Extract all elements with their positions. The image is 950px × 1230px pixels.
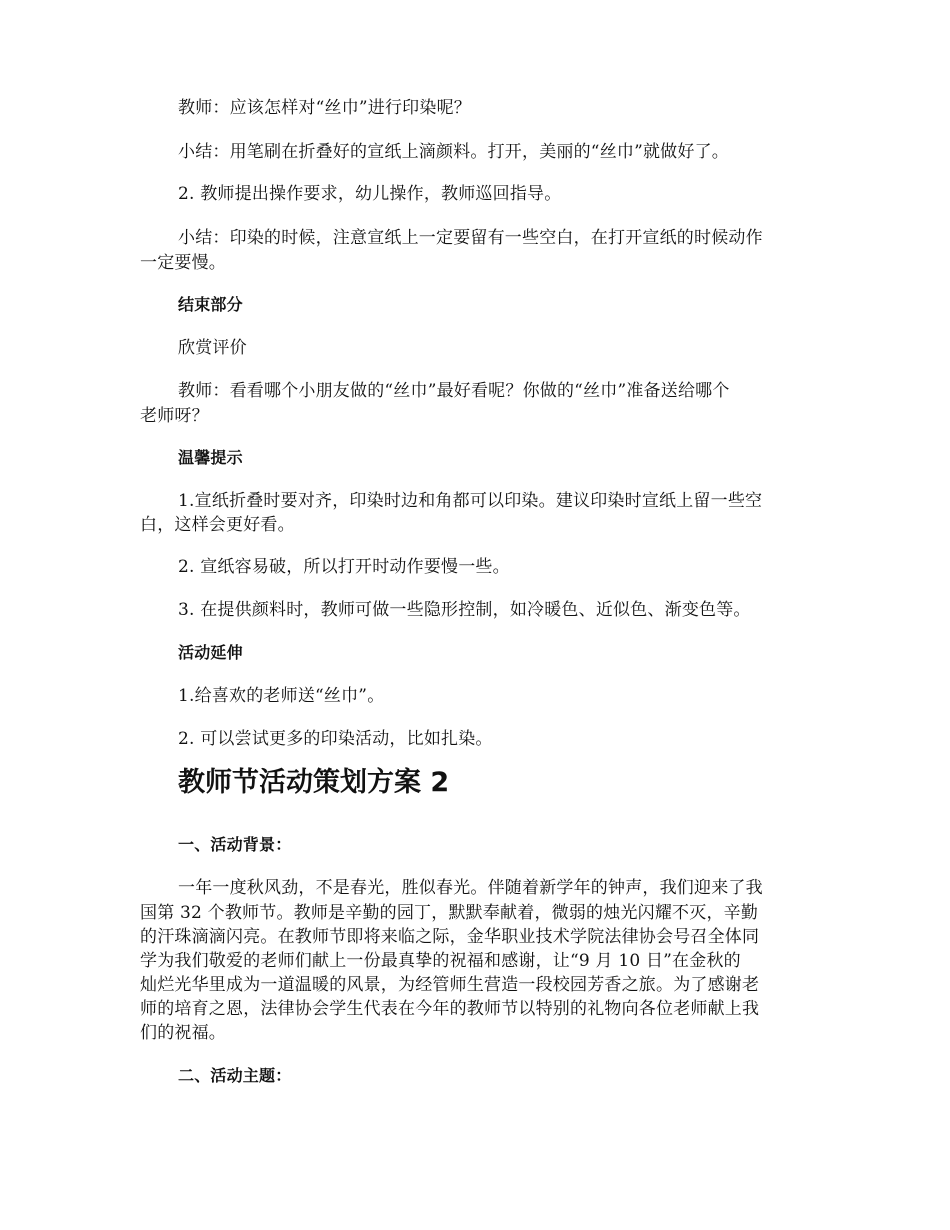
paragraph-summary-1: 小结：用笔刷在折叠好的宣纸上滴颜料。打开，美丽的“丝巾”就做好了。 — [178, 142, 729, 162]
paragraph-tip-1-line2: 白，这样会更好看。 — [140, 515, 295, 535]
paragraph-background-line7: 们的祝福。 — [140, 1023, 226, 1043]
paragraph-background-line1: 一年一度秋风劲，不是春光，胜似春光。伴随着新学年的钟声，我们迎来了我 — [178, 878, 763, 898]
paragraph-tip-2: 2. 宣纸容易破，所以打开时动作要慢一些。 — [178, 557, 510, 577]
paragraph-summary-2-line2: 一定要慢。 — [140, 253, 226, 273]
paragraph-step-2: 2. 教师提出操作要求，幼儿操作，教师巡回指导。 — [178, 184, 562, 204]
heading-ending-section: 结束部分 — [178, 295, 243, 314]
paragraph-teacher-ask-line1: 教师：看看哪个小朋友做的“丝巾”最好看呢？你做的“丝巾”准备送给哪个 — [178, 381, 730, 401]
paragraph-background-line5: 灿烂光华里成为一道温暖的风景，为经管师生营造一段校园芳香之旅。为了感谢老 — [140, 975, 760, 995]
paragraph-summary-2-line1: 小结：印染的时候，注意宣纸上一定要留有一些空白，在打开宣纸的时候动作 — [178, 228, 763, 248]
heading-extension: 活动延伸 — [178, 643, 243, 662]
heading-theme: 二、活动主题： — [178, 1066, 292, 1085]
paragraph-appreciation: 欣赏评价 — [178, 338, 247, 358]
section-title-plan-2: 教师节活动策划方案 2 — [178, 767, 450, 798]
paragraph-tip-3: 3. 在提供颜料时，教师可做一些隐形控制，如冷暖色、近似色、渐变色等。 — [178, 600, 751, 620]
paragraph-tip-1-line1: 1.宣纸折叠时要对齐，印染时边和角都可以印染。建议印染时宣纸上留一些空 — [178, 491, 763, 511]
heading-tips: 温馨提示 — [178, 448, 243, 467]
heading-background: 一、活动背景： — [178, 835, 292, 854]
paragraph-background-line3: 的汗珠滴滴闪亮。在教师节即将来临之际，金华职业技术学院法律协会号召全体同 — [140, 927, 760, 947]
paragraph-teacher-question: 教师：应该怎样对“丝巾”进行印染呢？ — [178, 98, 471, 118]
paragraph-teacher-ask-line2: 老师呀？ — [140, 406, 209, 426]
paragraph-extension-2: 2. 可以尝试更多的印染活动，比如扎染。 — [178, 729, 493, 749]
paragraph-background-line6: 师的培育之恩，法律协会学生代表在今年的教师节以特别的礼物向各位老师献上我 — [140, 999, 760, 1019]
paragraph-extension-1: 1.给喜欢的老师送“丝巾”。 — [178, 686, 385, 706]
paragraph-background-line2: 国第 32 个教师节。教师是辛勤的园丁，默默奉献着，微弱的烛光闪耀不灭，辛勤 — [140, 903, 759, 923]
paragraph-background-line4: 学为我们敬爱的老师们献上一份最真挚的祝福和感谢，让“9 月 10 日”在金秋的 — [140, 951, 741, 971]
